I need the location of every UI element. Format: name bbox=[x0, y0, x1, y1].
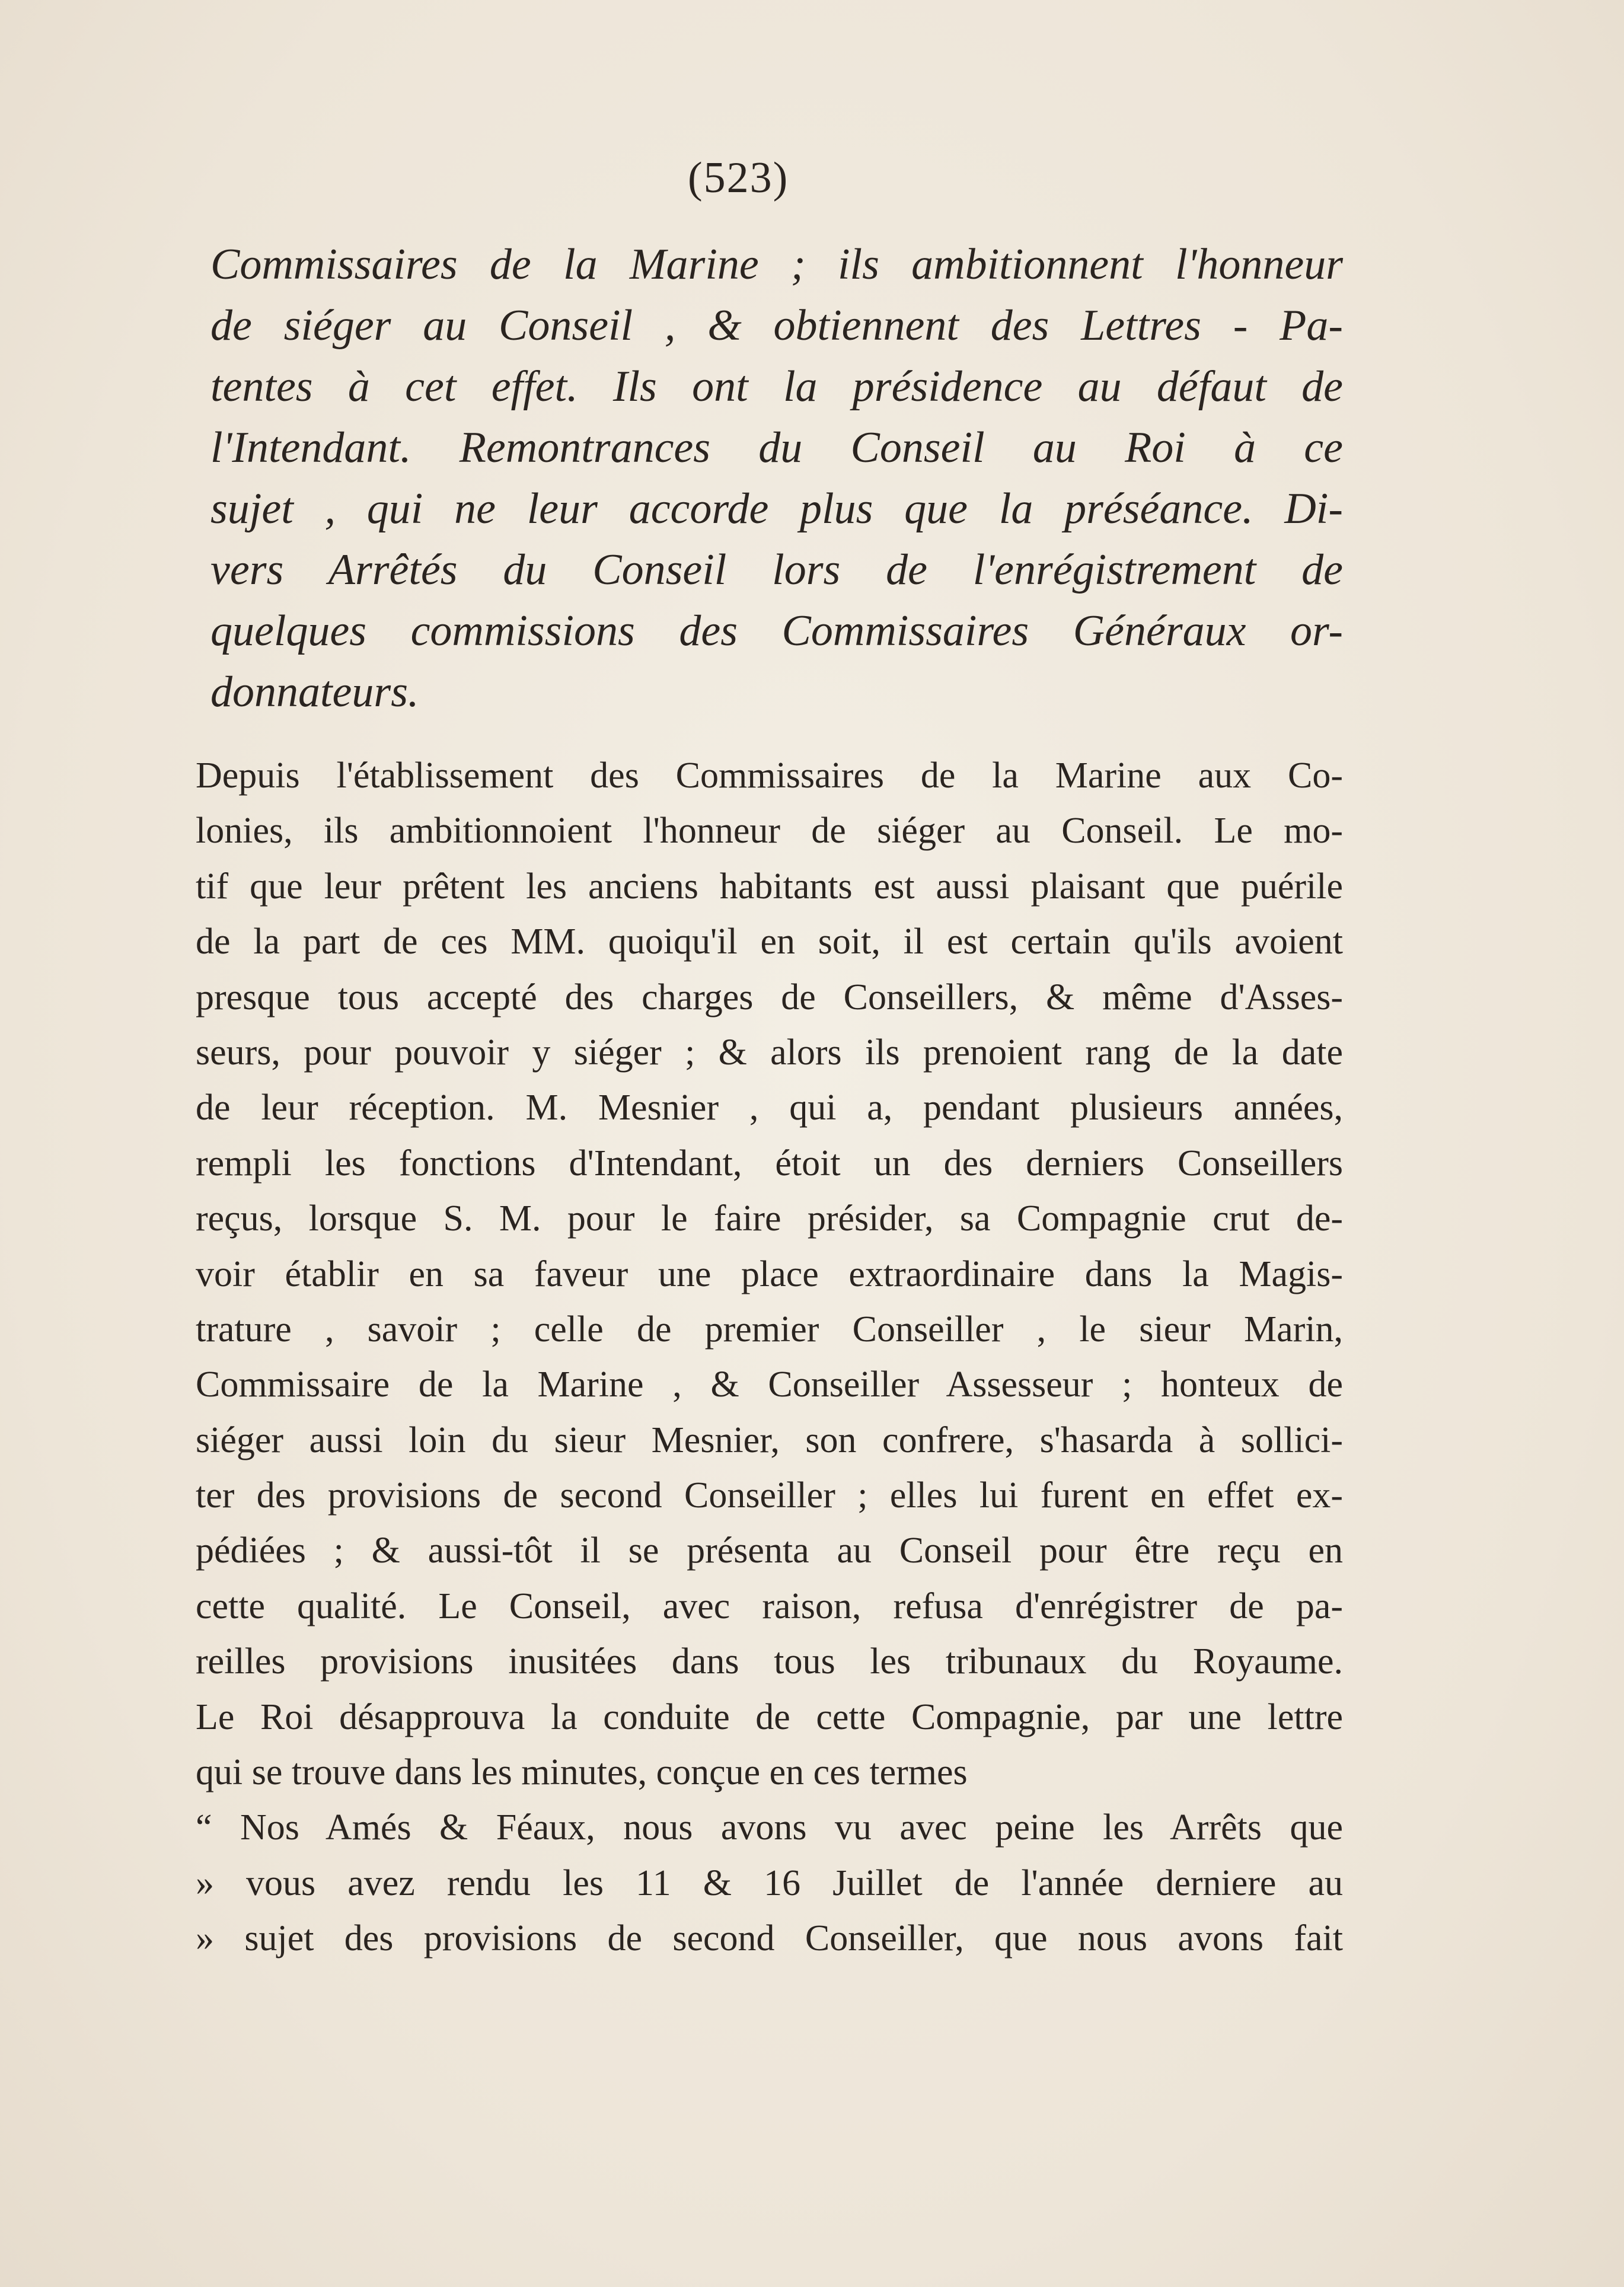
body-line: Le Roi désapprouva la conduite de cette Compagnie, par une lettre bbox=[196, 1696, 1343, 1737]
body-line: seurs, pour pouvoir y siéger ; & alors ils prenoient rang de la date bbox=[196, 1032, 1343, 1073]
body-line: rempli les fonctions d'Intendant, étoit un des derniers Conseillers bbox=[196, 1143, 1343, 1184]
summary-line: vers Arrêtés du Conseil lors de l'enrégistrement de bbox=[210, 546, 1343, 594]
summary-line: donnateurs. bbox=[210, 668, 419, 716]
body-line: de leur réception. M. Mesnier , qui a, pendant plusieurs années, bbox=[196, 1087, 1343, 1128]
body-line: qui se trouve dans les minutes, conçue en ces termes bbox=[196, 1752, 968, 1793]
body-line: trature , savoir ; celle de premier Conseiller , le sieur Marin, bbox=[196, 1309, 1343, 1350]
chapter-summary bbox=[210, 234, 1343, 723]
summary-line: sujet , qui ne leur accorde plus que la préséance. Di- bbox=[210, 484, 1343, 533]
summary-line: de siéger au Conseil , & obtiennent des Lettres - Pa- bbox=[210, 301, 1343, 350]
summary-line: Commissaires de la Marine ; ils ambitionnent l'honneur bbox=[210, 240, 1343, 289]
quote-line: » sujet des provisions de second Conseiller, que nous avons fait bbox=[196, 1918, 1343, 1959]
body-line: reilles provisions inusitées dans tous les tribunaux du Royaume. bbox=[196, 1641, 1343, 1682]
body-line: cette qualité. Le Conseil, avec raison, refusa d'enrégistrer de pa- bbox=[196, 1586, 1343, 1626]
body-line: Depuis l'établissement des Commissaires de la Marine aux Co- bbox=[196, 755, 1343, 796]
body-line: siéger aussi loin du sieur Mesnier, son confrere, s'hasarda à sollici- bbox=[196, 1420, 1343, 1460]
body-line: voir établir en sa faveur une place extraordinaire dans la Magis- bbox=[196, 1253, 1343, 1294]
summary-line: l'Intendant. Remontrances du Conseil au Roi à ce bbox=[210, 423, 1343, 472]
quote-line: » vous avez rendu les 11 & 16 Juillet de l'année derniere au bbox=[196, 1862, 1343, 1903]
body-line: de la part de ces MM. quoiqu'il en soit, il est certain qu'ils avoient bbox=[196, 921, 1343, 962]
quote-line: “ Nos Amés & Féaux, nous avons vu avec peine les Arrêts que bbox=[196, 1807, 1343, 1848]
summary-line: quelques commissions des Commissaires Généraux or- bbox=[210, 607, 1343, 655]
body-line: tif que leur prêtent les anciens habitants est aussi plaisant que puérile bbox=[196, 866, 1343, 907]
body-line: Commissaire de la Marine , & Conseiller Assesseur ; honteux de bbox=[196, 1364, 1343, 1405]
body-line: ter des provisions de second Conseiller ; elles lui furent en effet ex- bbox=[196, 1475, 1343, 1516]
body-line: reçus, lorsque S. M. pour le faire présider, sa Compagnie crut de- bbox=[196, 1198, 1343, 1239]
body-line: presque tous accepté des charges de Conseillers, & même d'Asses- bbox=[196, 977, 1343, 1017]
body-paragraph bbox=[196, 748, 1343, 1967]
body-line: pédiées ; & aussi-tôt il se présenta au Conseil pour être reçu en bbox=[196, 1530, 1343, 1571]
body-line: lonies, ils ambitionnoient l'honneur de siéger au Conseil. Le mo- bbox=[196, 811, 1343, 851]
page-number: (523) bbox=[688, 154, 789, 202]
summary-line: tentes à cet effet. Ils ont la présidence au défaut de bbox=[210, 362, 1343, 411]
